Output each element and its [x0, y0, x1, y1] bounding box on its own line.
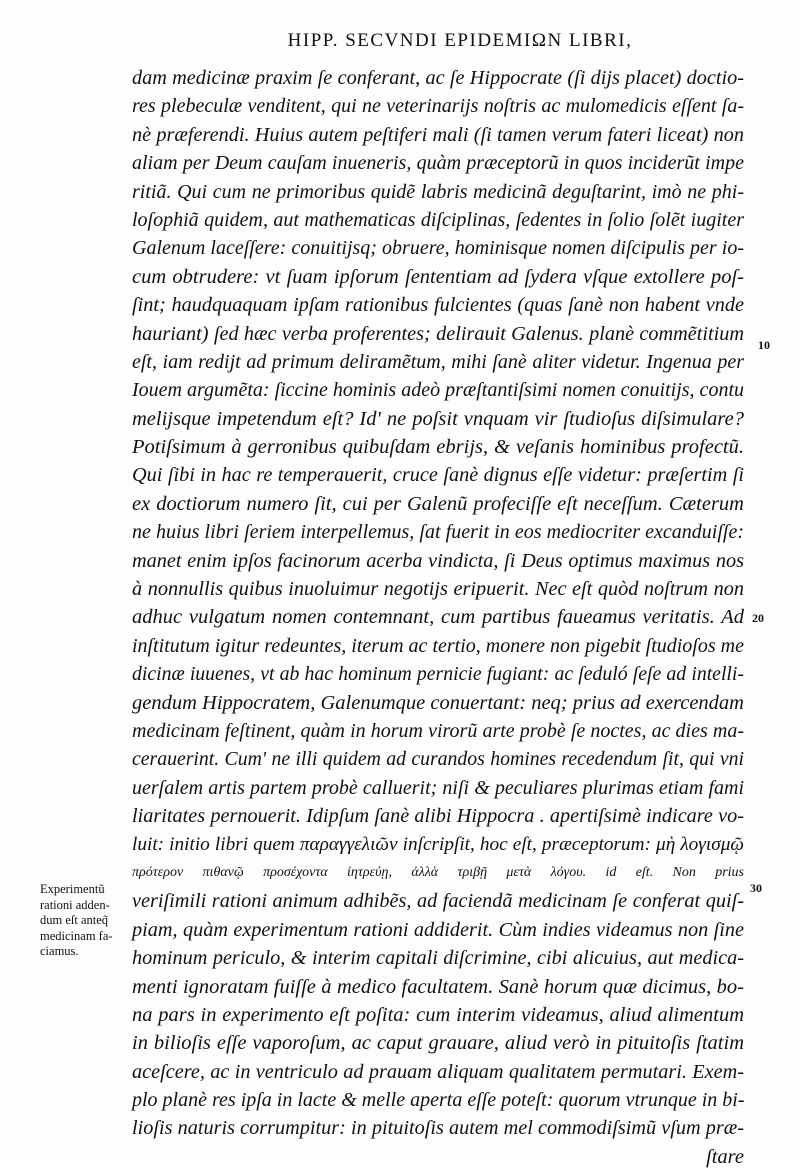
text-line: eſt, iam redijt ad primum deliramẽtum, mihi ſanè aliter videtur. Ingenua per — [132, 350, 744, 373]
line-number-30: 30 — [750, 881, 762, 895]
text-line: piam, quàm experimentum rationi addiderit. Cùm indies videamus non ſine — [132, 918, 744, 941]
text-line: menti ignoratam fuiſſe à medico facultatem. Sanè horum quæ dicimus, bo- — [132, 975, 744, 998]
text-line: ritiã. Qui cum ne primoribus quidẽ labris medicinã deguſtarint, imò ne phi- — [132, 180, 744, 203]
body-text — [132, 64, 744, 1171]
text-line: hominum periculo, & interim capitali diſcrimine, cibi alicuius, aut medica- — [132, 947, 744, 970]
text-line: hauriant) ſed hæc verba proferentes; delirauit Galenus. planè commẽtitium — [132, 322, 744, 345]
text-line: πρότερον πιθανῷ προσέχοντα ἰητρεύῃ, ἀλλὰ τριβῇ μετὰ λόγου. id eſt. Non prius — [132, 864, 744, 880]
text-line: ne huius libri ſeriem interpellemus, ſat fuerit in eos mediocriter excanduiſſe: — [132, 521, 744, 544]
text-line: veriſimili rationi animum adhibẽs, ad faciendã medicinam ſe conferat quiſ- — [132, 890, 744, 913]
text-line: gendum Hippocratem, Galenumque conuertant: neq; prius ad exercendam — [132, 691, 744, 714]
text-line: nè præferendi. Huius autem peſtiferi mali (ſi tamen verum fateri liceat) non — [132, 123, 744, 146]
text-line: medicinam feſtinent, quàm in horum virorũ arte probè ſe noctes, ac dies ma- — [132, 719, 744, 742]
margin-note-line: Experimentũ — [40, 882, 105, 896]
text-line: ex doctiorum numero ſit, cui per Galenũ profeciſſe eſt neceſſum. Cæterum — [132, 492, 744, 515]
text-line: melijsque impetendum eſt? Id' ne poſsit vnquam vir ſtudioſus diſsimulare? — [132, 407, 744, 430]
text-line: ſint; haudquaquam ipſam rationibus fulcientes (quas ſanè non habent vnde — [132, 294, 744, 317]
text-line: Potiſsimum à gerronibus quibuſdam ebrijs, & veſanis hominibus profectũ. — [132, 436, 744, 459]
text-line: Qui ſibi in hac re temperauerit, cruce ſanè dignus eſſe videtur: præſertim ſi — [132, 464, 744, 487]
text-line: ſtare — [706, 1145, 744, 1168]
margin-note-line: dum eſt anteq̃ — [40, 913, 109, 927]
text-line: dam medicinæ praxim ſe conferant, ac ſe Hippocrate (ſi dijs placet) doctio- — [132, 67, 744, 89]
text-line: plo planè res ipſa in lacte & melle aperta eſſe poteſt: quorum vtrunque in bi- — [132, 1089, 745, 1112]
text-line: liaritates pernouerit. Idipſum ſanè alibi Hippocra . apertiſsimè indicare vo- — [132, 805, 744, 828]
text-line: Galenum laceſſere: conuitijsq; obruere, hominisque nomen diſcipulis per io- — [132, 237, 744, 260]
text-line: manet enim ipſos facinorum acerba vindicta, ſi Deus optimus maximus nos — [132, 549, 744, 572]
text-line: aliam per Deum cauſam inueneris, quàm præceptorũ in quos inciderũt impe — [132, 152, 744, 175]
margin-note-line: medicinam fa- — [40, 928, 113, 943]
margin-note-line: ciamus. — [40, 944, 79, 958]
text-line: res plebeculæ venditent, qui ne veterinarijs noſtris ac mulomedicis eſſent ſa- — [132, 95, 744, 118]
text-line: à nonnullis quibus inuoluimur negotijs eripuerit. Nec eſt quòd noſtrum non — [132, 578, 744, 601]
text-line: adhuc vulgatum nomen contemnant, cum partibus faueamus veritatis. Ad — [132, 606, 744, 629]
text-line: cum obtrudere: vt ſuam ipſorum ſententiam ad ſydera vſque extollere poſ- — [132, 265, 744, 288]
text-line: cerauerint. Cum' ne illi quidem ad curandos homines recedendum ſit, qui vni — [132, 748, 744, 771]
text-line: na pars in experimento eſt poſita: cum interim videamus, aliud alimentum — [132, 1003, 744, 1026]
text-line: loſophiã quidem, aut mathematicas diſciplinas, ſedentes in ſolio ſolẽt iugiter — [132, 208, 744, 231]
text-line: aceſcere, ac in ventriculo ad prauam aliquam qualitatem permutari. Exem- — [132, 1060, 744, 1083]
text-line: lioſis naturis corrumpitur: in pituitoſis autem mel commodiſsimũ vſum præ- — [132, 1117, 744, 1140]
text-line: Iouem argumẽta: ſiccine hominis adeò præſtantiſsimi nomen conuitijs, contu — [132, 379, 744, 402]
text-line: uerſalem artis partem probè calluerit; niſi & peculiares plurimas etiam fami — [132, 776, 744, 799]
text-line: luit: initio libri quem παραγγελιῶν inſcripſit, hoc eſt, præceptorum: μὴ λογισμῷ — [132, 833, 744, 855]
text-line: in bilioſis eſſe vaporoſum, ac caput grauare, aliud verò in pituitoſis ſtatim — [132, 1032, 744, 1055]
margin-note-line: rationi adden- — [40, 897, 110, 912]
running-head: HIPP. SECVNDI EPIDEMIΩN LIBRI, — [287, 30, 633, 51]
line-number-20: 20 — [752, 611, 764, 625]
line-number-10: 10 — [758, 338, 770, 352]
text-line: inſtitutum igitur redeuntes, iterum ac tertio, monere non pigebit ſtudioſos me — [132, 634, 744, 657]
margin-note — [40, 882, 130, 960]
text-line: dicinæ iuuenes, vt ab hac hominum pernicie fugiant: ac ſeduló ſeſe ad intelli- — [132, 663, 744, 686]
